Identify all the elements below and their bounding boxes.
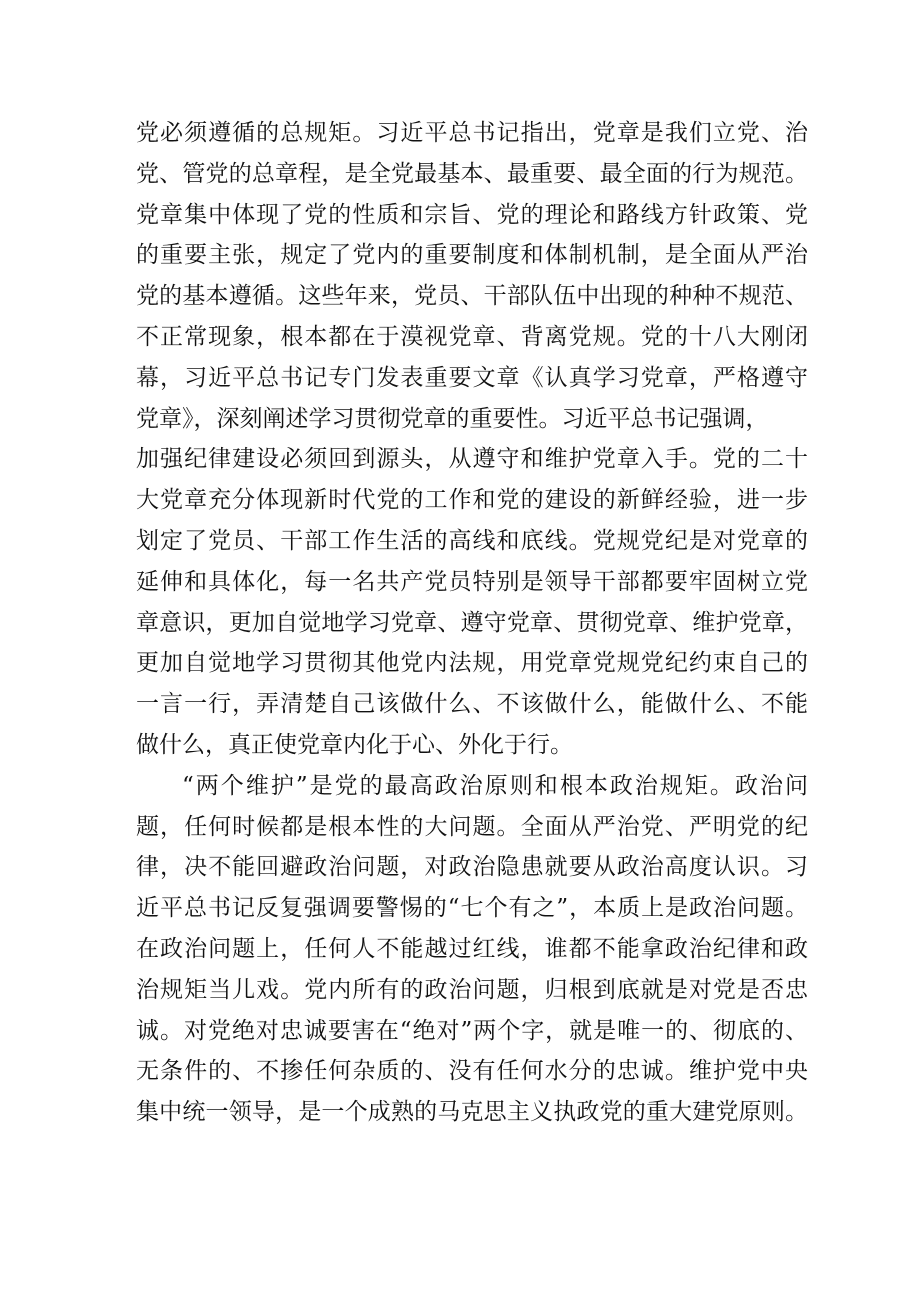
text-line: 诚。对党绝对忠诚要害在“绝对”两个字，就是唯一的、彻底的、 <box>136 1017 808 1044</box>
text-line: 治规矩当儿戏。党内所有的政治问题，归根到底就是对党是否忠 <box>136 976 808 1003</box>
text-line: 章意识，更加自觉地学习党章、遵守党章、贯彻党章、维护党章， <box>136 609 808 636</box>
text-line: 加强纪律建设必须回到源头，从遵守和维护党章入手。党的二十 <box>136 446 808 473</box>
text-line: 延伸和具体化，每一名共产党员特别是领导干部都要牢固树立党 <box>136 568 808 595</box>
text-line: 党必须遵循的总规矩。习近平总书记指出，党章是我们立党、治 <box>136 120 808 146</box>
text-line: 党章》，深刻阐述学习贯彻党章的重要性。习近平总书记强调， <box>136 405 769 432</box>
text-line: 无条件的、不掺任何杂质的、没有任何水分的忠诚。维护党中央 <box>136 1058 808 1085</box>
text-line: 近平总书记反复强调要警惕的“七个有之”，本质上是政治问题。 <box>136 895 808 922</box>
text-line: 一言一行，弄清楚自己该做什么、不该做什么，能做什么、不能 <box>136 691 808 718</box>
text-line: 党章集中体现了党的性质和宗旨、党的理论和路线方针政策、党 <box>136 201 808 228</box>
document-body <box>136 113 808 1133</box>
text-line: 不正常现象，根本都在于漠视党章、背离党规。党的十八大刚闭 <box>136 323 808 350</box>
text-line: 党的基本遵循。这些年来，党员、干部队伍中出现的种种不规范、 <box>136 283 808 310</box>
text-line: 律，决不能回避政治问题，对政治隐患就要从政治高度认识。习 <box>136 854 808 881</box>
text-line: 党、管党的总章程，是全党最基本、最重要、最全面的行为规范。 <box>136 160 808 187</box>
text-line: 大党章充分体现新时代党的工作和党的建设的新鲜经验，进一步 <box>136 487 808 514</box>
text-line: 幕，习近平总书记专门发表重要文章《认真学习党章，严格遵守 <box>136 364 808 391</box>
text-line: 题，任何时候都是根本性的大问题。全面从严治党、严明党的纪 <box>136 813 808 840</box>
text-line: 做什么，真正使党章内化于心、外化于行。 <box>136 731 573 758</box>
text-line: 在政治问题上，任何人不能越过红线，谁都不能拿政治纪律和政 <box>136 935 808 962</box>
text-line: 集中统一领导，是一个成熟的马克思主义执政党的重大建党原则。 <box>136 1099 808 1126</box>
text-line: 划定了党员、干部工作生活的高线和底线。党规党纪是对党章的 <box>136 527 808 554</box>
text-line: 更加自觉地学习贯彻其他党内法规，用党章党规党纪约束自己的 <box>136 650 808 677</box>
text-line: 的重要主张，规定了党内的重要制度和体制机制，是全面从严治 <box>136 242 808 269</box>
paragraph-party-constitution <box>136 113 808 766</box>
text-line: “两个维护”是党的最高政治原则和根本政治规矩。政治问 <box>182 772 808 799</box>
paragraph-two-upholds <box>136 766 808 1133</box>
